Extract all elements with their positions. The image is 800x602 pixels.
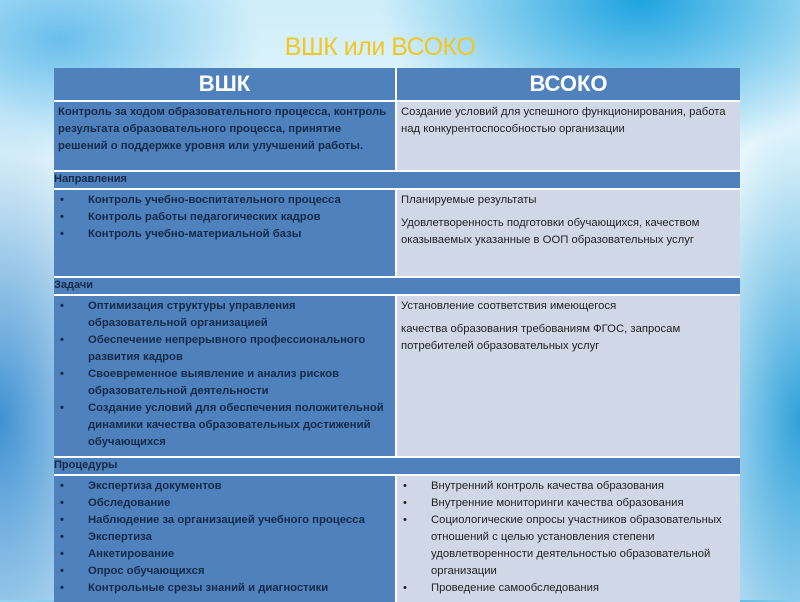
tasks-left [54, 296, 397, 456]
comparison-table [54, 68, 740, 602]
list-item: • Контрольные срезы знаний и диагностики [58, 580, 391, 597]
list-item: • Экспертиза [58, 529, 391, 546]
intro-right: Создание условий для успешного функционирования, работа над конкурентоспособностью организации [397, 102, 740, 170]
list-item: • Создание условий для обеспечения положительной динамики качества образовательных достижений обучающихся [58, 400, 391, 451]
intro-left: Контроль за ходом образовательного процесса, контроль результата образовательного процесса, принятие решений о поддержке уровня или улучшений работы. [54, 102, 397, 170]
tasks-right [397, 296, 740, 456]
list-item: • Внутренние мониторинги качества образования [401, 495, 736, 512]
table-row-tasks [54, 296, 740, 458]
table-row-directions [54, 190, 740, 278]
list-item: • Наблюдение за организацией учебного процесса [58, 512, 391, 529]
list-item: • Обеспечение непрерывного профессионального развития кадров [58, 332, 391, 366]
list-item: • Социологические опросы участников образовательных отношений с целью установления степени удовлетворенности деятельностью образовательной организации [401, 512, 736, 580]
directions-left [54, 190, 397, 276]
list-item: • Контроль учебно-воспитательного процесса [58, 192, 391, 209]
list-item: • Контроль работы педагогических кадров [58, 209, 391, 226]
list-item: • Оптимизация структуры управления образовательной организацией [58, 298, 391, 332]
paragraph: качества образования требованиям ФГОС, запросам потребителей образовательных услуг [401, 323, 681, 352]
list-item: • Своевременное выявление и анализ рисков образовательной деятельности [58, 366, 391, 400]
list-item: • Обследование [58, 495, 391, 512]
header-vsoko: ВСОКО [397, 68, 740, 100]
section-header-directions: Направления [54, 172, 740, 190]
paragraph: Удовлетворенность подготовки обучающихся, качеством оказываемых указанные в ООП образовательных услуг [401, 217, 700, 246]
procedures-left [54, 476, 397, 602]
procedures-right [397, 476, 740, 602]
paragraph: Установление соответствия имеющегося [401, 300, 617, 312]
directions-right [397, 190, 740, 276]
table-row-procedures [54, 476, 740, 602]
list-item: • Анкетирование [58, 546, 391, 563]
list-item: • Внутренний контроль качества образования [401, 478, 736, 495]
list-item: • Контроль учебно-материальной базы [58, 226, 391, 243]
section-header-tasks: Задачи [54, 278, 740, 296]
list-item: • Экспертиза документов [58, 478, 391, 495]
section-header-procedures: Процедуры [54, 458, 740, 476]
table-header-row [54, 68, 740, 102]
list-item: • Опрос обучающихся [58, 563, 391, 580]
header-vshk: ВШК [54, 68, 397, 100]
slide-title: ВШК или ВСОКО [284, 33, 476, 61]
list-item: • Проведение самообследования [401, 580, 736, 597]
paragraph: Планируемые результаты [401, 194, 537, 206]
table-row-intro [54, 102, 740, 172]
